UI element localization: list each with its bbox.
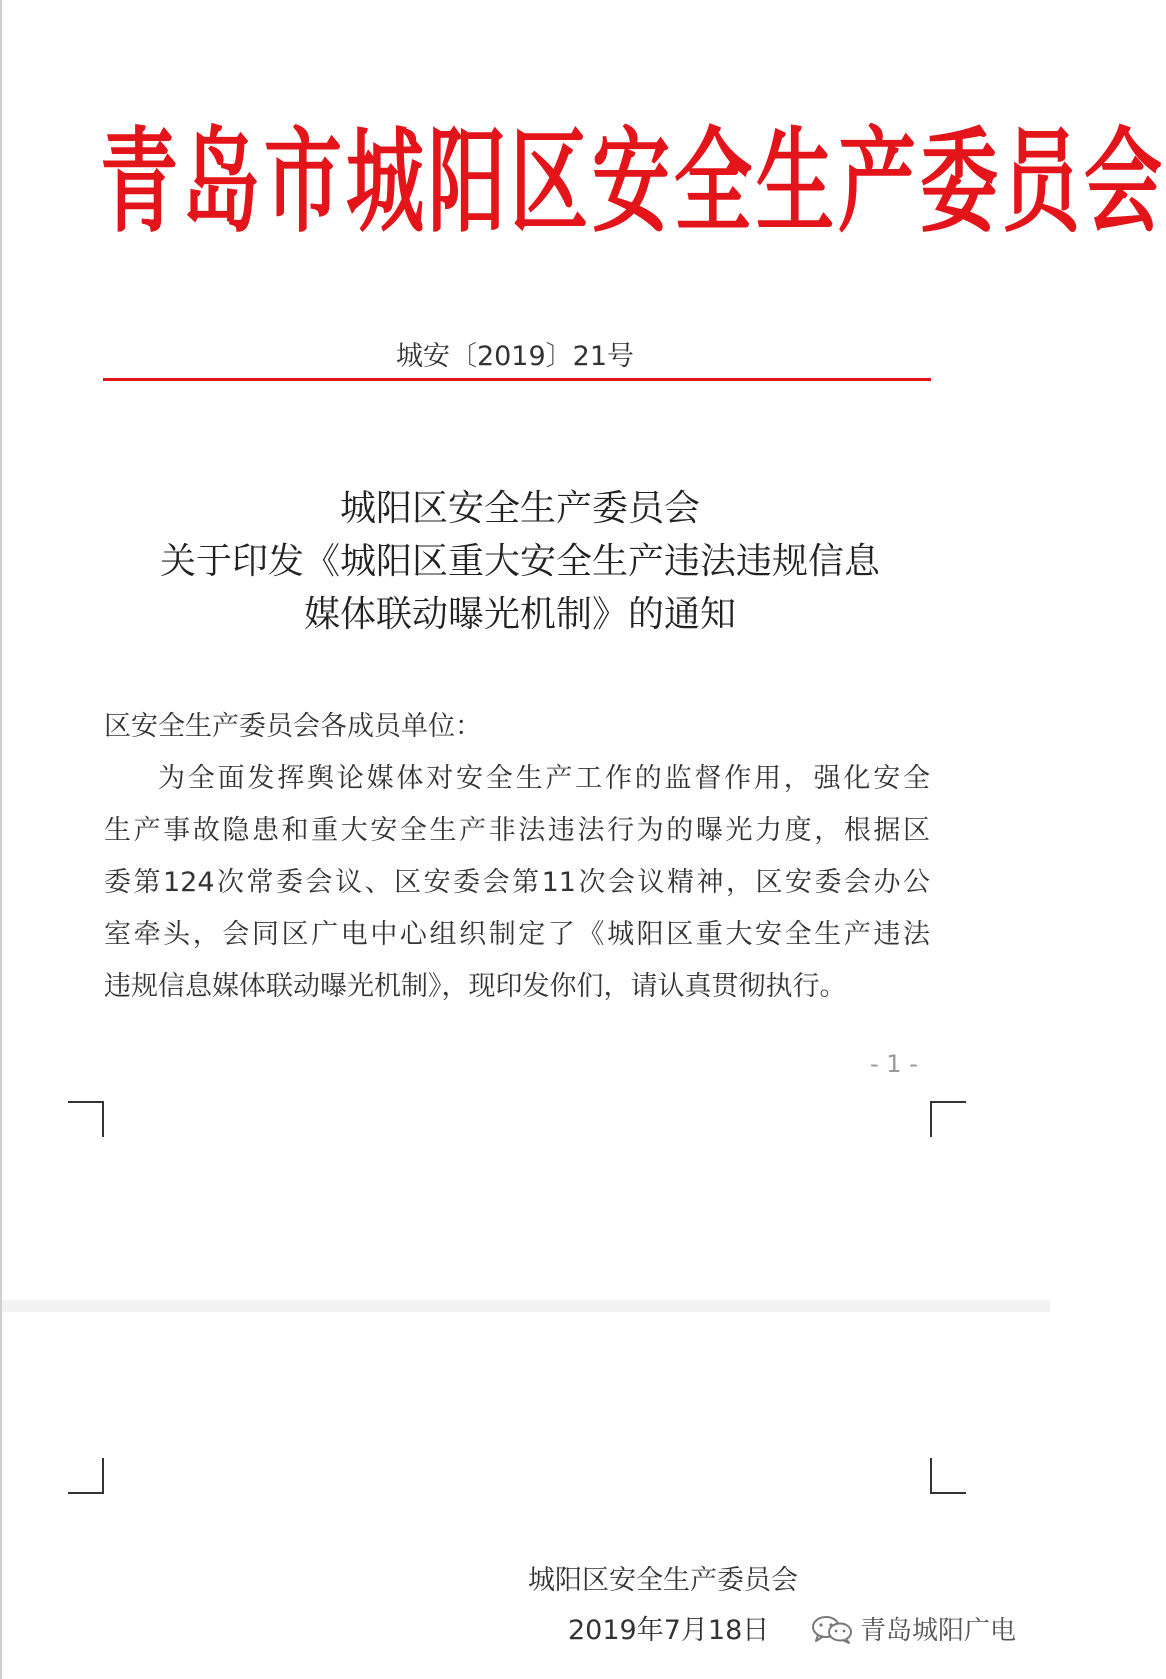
crop-mark-top-right [930,1101,966,1137]
body-paragraph [104,753,930,1013]
source-watermark [810,1610,1016,1647]
body-line: 室牵头，会同区广电中心组织制定了《城阳区重大安全生产违法 [104,919,930,950]
notice-title-line: 城阳区安全生产委员会 [339,488,700,529]
salutation: 区安全生产委员会各成员单位： [104,711,482,742]
page-number: - 1 - [870,1050,918,1078]
red-divider-line [103,378,931,381]
letterhead-title: 青岛市城阳区安全生产委员会 [100,118,1166,249]
body-line: 生产事故隐患和重大安全生产非法违法行为的曝光力度，根据区 [104,815,930,846]
page-left-edge [0,0,2,1679]
body-line: 委第124次常委会议、区安委会第11次会议精神，区安委会办公 [104,867,930,898]
crop-mark-top-left [68,1101,104,1137]
signature-organization: 城阳区安全生产委员会 [528,1565,798,1596]
body-line: 为全面发挥舆论媒体对安全生产工作的监督作用，强化安全 [158,763,930,794]
notice-title [90,482,950,641]
notice-title-line: 媒体联动曝光机制》的通知 [303,594,736,635]
page-separator [0,1300,1050,1312]
body-line: 违规信息媒体联动曝光机制》，现印发你们，请认真贯彻执行。 [104,971,847,1002]
crop-mark-bottom-right [930,1458,966,1494]
watermark-text: 青岛城阳广电 [860,1616,1017,1646]
notice-title-line: 关于印发《城阳区重大安全生产违法违规信息 [159,541,880,582]
wechat-icon [810,1614,854,1644]
crop-mark-bottom-left [68,1458,104,1494]
signature-date: 2019年7月18日 [568,1615,770,1646]
document-number: 城安〔2019〕21号 [395,341,635,372]
